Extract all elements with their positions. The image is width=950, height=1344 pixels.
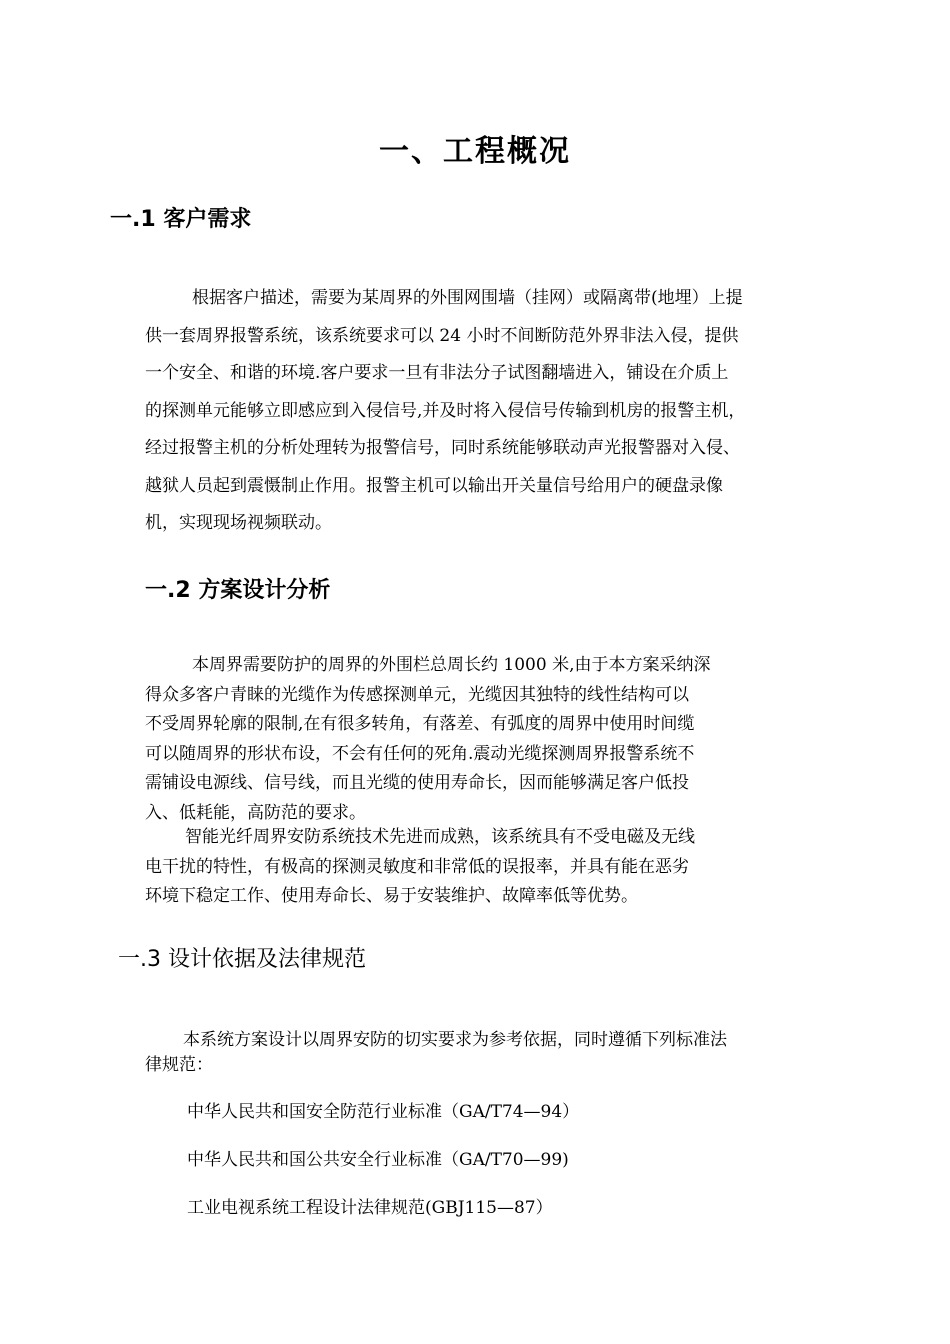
paragraph-line: 不受周界轮廓的限制,在有很多转角，有落差、有弧度的周界中使用时间缆 <box>145 714 695 734</box>
paragraph-line: 本系统方案设计以周界安防的切实要求为参考依据，同时遵循下列标准法 <box>183 1030 727 1050</box>
paragraph-line: 需铺设电源线、信号线，而且光缆的使用寿命长，因而能够满足客户低投 <box>145 773 689 793</box>
page-title: 一、工程概况 <box>379 134 571 169</box>
paragraph-line: 电干扰的特性，有极高的探测灵敏度和非常低的误报率，并具有能在恶劣 <box>145 856 689 877</box>
paragraph-customer-needs <box>145 280 745 543</box>
paragraph-line: 可以随周界的形状布设，不会有任何的死角.震动光缆探测周界报警系统不 <box>145 743 695 764</box>
paragraph-line: 智能光纤周界安防系统技术先进而成熟，该系统具有不受电磁及无线 <box>185 827 695 847</box>
paragraph-line: 本周界需要防护的周界的外围栏总周长约 1000 米,由于本方案采纳深 <box>192 655 711 675</box>
paragraph-system-advantages <box>145 823 695 912</box>
paragraph-line: 环境下稳定工作、使用寿命长、易于安装维护、故障率低等优势。 <box>145 886 638 906</box>
paragraph-line: 供一套周界报警系统，该系统要求可以 24 小时不间断防范外界非法入侵，提供 <box>145 325 739 346</box>
paragraph-line: 机，实现现场视频联动。 <box>145 513 332 533</box>
section-heading-design-basis: 一.3 设计依据及法律规范 <box>118 947 366 972</box>
paragraph-line: 一个安全、和谐的环境.客户要求一旦有非法分子试图翻墙进入，铺设在介质上 <box>145 363 729 383</box>
paragraph-line: 得众多客户青睐的光缆作为传感探测单元，光缆因其独特的线性结构可以 <box>145 684 689 705</box>
paragraph-design-analysis <box>145 651 710 828</box>
standard-item: 中华人民共和国安全防范行业标准（GA/T74—94） <box>187 1102 580 1122</box>
standard-item: 中华人民共和国公共安全行业标准（GA/T70—99) <box>187 1150 569 1170</box>
paragraph-line: 根据客户描述，需要为某周界的外围网围墙（挂网）或隔离带(地埋）上提 <box>192 288 743 308</box>
paragraph-line: 越狱人员起到震慑制止作用。报警主机可以输出开关量信号给用户的硬盘录像 <box>145 475 723 496</box>
section-heading-design-analysis: 一.2 方案设计分析 <box>145 578 331 603</box>
section-heading-customer-needs: 一.1 客户需求 <box>110 207 252 232</box>
paragraph-line: 的探测单元能够立即感应到入侵信号,并及时将入侵信号传输到机房的报警主机， <box>145 400 746 421</box>
paragraph-line: 入、低耗能，高防范的要求。 <box>145 802 366 823</box>
paragraph-line: 经过报警主机的分析处理转为报警信号，同时系统能够联动声光报警器对入侵、 <box>145 438 740 458</box>
paragraph-line: 律规范： <box>145 1055 213 1075</box>
paragraph-design-basis <box>145 1028 727 1078</box>
standard-item: 工业电视系统工程设计法律规范(GBJ115—87） <box>187 1198 553 1218</box>
